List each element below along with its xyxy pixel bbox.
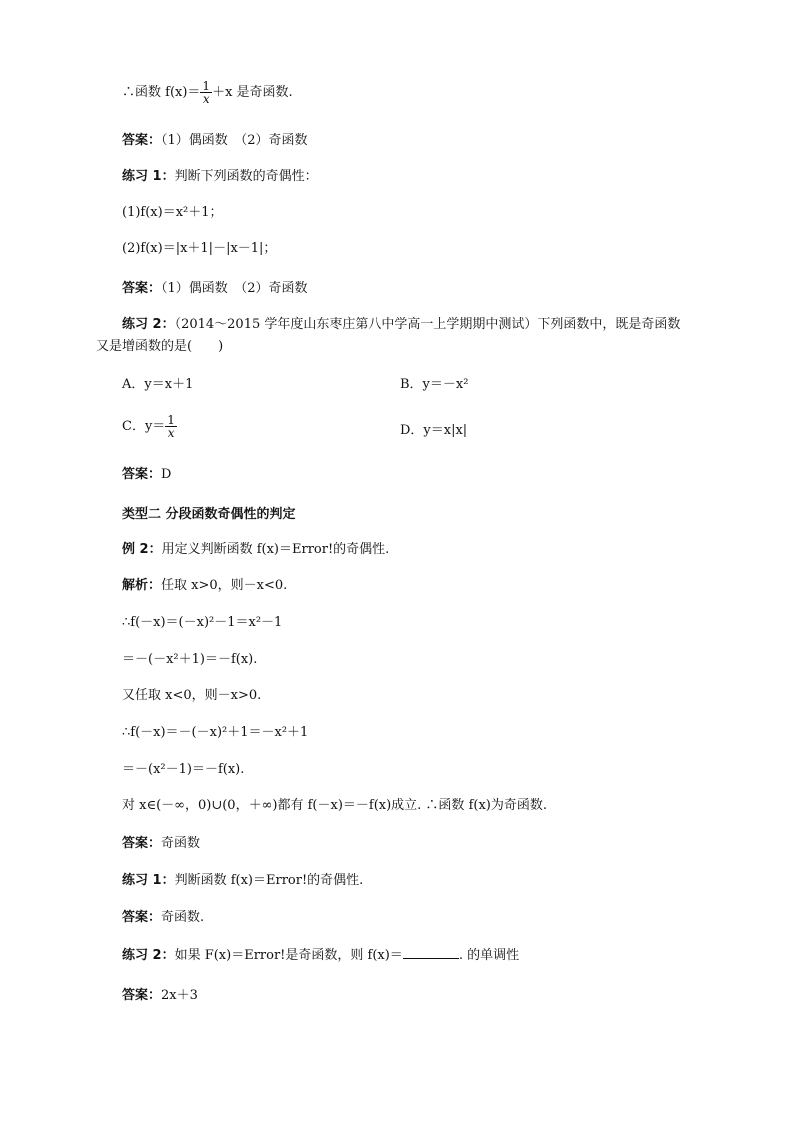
practice-text: （2014～2015 学年度山东枣庄第八中学高一上学期期中测试）下列函数中，既是奇函数 (174, 317, 681, 332)
option-b: B．y＝－x² (400, 377, 469, 392)
solution-text: 任取 x>0，则－x<0. (161, 578, 288, 593)
fraction-numerator: 1 (167, 413, 175, 427)
answer-6 (122, 987, 198, 1005)
answer-text: 奇函数 (161, 836, 201, 851)
answer-text: 2x＋3 (161, 988, 198, 1003)
solution-step-2: ＝－(－x²＋1)＝－f(x). (122, 652, 258, 667)
answer-label: 答案： (122, 836, 162, 851)
conclusion-suffix: ＋x 是奇函数. (212, 85, 293, 100)
answer-label: 答案： (122, 988, 162, 1003)
answer-label: 答案： (122, 133, 162, 148)
option-c-prefix: C．y＝ (122, 419, 166, 434)
answer-5 (122, 909, 204, 927)
solution-label: 解析： (122, 578, 162, 593)
answer-3 (122, 466, 171, 484)
conclusion-prefix: ∴函数 f(x)＝ (122, 85, 201, 100)
exercise-2 (122, 946, 519, 965)
practice-1-item-1: (1)f(x)＝x²＋1； (122, 205, 223, 220)
option-d: D．y＝x|x| (400, 423, 468, 438)
practice-1-heading (122, 168, 318, 186)
practice-text: 判断下列函数的奇偶性： (174, 169, 318, 184)
conclusion-line (122, 80, 293, 105)
answer-text: 奇函数. (161, 910, 205, 925)
answer-text: （1）偶函数 （2）奇函数 (161, 281, 308, 296)
solution-conclusion: 对 x∈(－∞，0)∪(0，＋∞)都有 f(－x)＝－f(x)成立. ∴函数 f(x)为奇函数. (122, 798, 547, 813)
practice-label: 练习 2： (122, 317, 175, 332)
fraction-1-over-x (200, 80, 212, 105)
answer-2 (122, 280, 308, 298)
answer-4 (122, 835, 200, 853)
answer-text: （1）偶函数 （2）奇函数 (161, 133, 308, 148)
exercise-text: 判断函数 f(x)＝Error!的奇偶性. (174, 873, 364, 888)
solution-intro (122, 577, 287, 595)
solution-step-1: ∴f(－x)＝(－x)²－1＝x²－1 (122, 615, 283, 630)
practice-2-line-2: 又是增函数的是( ) (96, 339, 224, 354)
solution-step-3: 又任取 x<0，则－x>0. (122, 688, 262, 703)
example-label: 例 2： (122, 542, 162, 557)
fraction-numerator: 1 (202, 79, 211, 93)
fraction-1-over-x (165, 414, 177, 439)
fraction-denominator: x (167, 426, 175, 440)
practice-2-line-1 (122, 316, 680, 334)
answer-1 (122, 132, 308, 150)
answer-label: 答案： (122, 281, 162, 296)
answer-label: 答案： (122, 910, 162, 925)
fill-in-blank[interactable] (403, 946, 459, 959)
exercise-label: 练习 1： (122, 873, 175, 888)
answer-label: 答案： (122, 467, 162, 482)
section-heading-type-2: 类型二 分段函数奇偶性的判定 (122, 507, 296, 522)
option-c (122, 414, 177, 439)
example-2 (122, 541, 389, 559)
example-text: 用定义判断函数 f(x)＝Error!的奇偶性. (161, 542, 390, 557)
solution-step-4: ∴f(－x)＝－(－x)²＋1＝－x²＋1 (122, 725, 309, 740)
fraction-denominator: x (202, 92, 210, 106)
solution-step-5: ＝－(x²－1)＝－f(x). (122, 762, 245, 777)
exercise-label: 练习 2： (122, 948, 175, 963)
practice-1-item-2: (2)f(x)＝|x＋1|－|x－1|； (122, 241, 277, 256)
option-a: A．y＝x＋1 (122, 377, 194, 392)
exercise-text-suffix: . 的单调性 (458, 948, 520, 963)
exercise-1 (122, 872, 363, 890)
answer-text: D (161, 467, 172, 482)
exercise-text: 如果 F(x)＝Error!是奇函数，则 f(x)＝ (174, 948, 403, 963)
practice-label: 练习 1： (122, 169, 175, 184)
